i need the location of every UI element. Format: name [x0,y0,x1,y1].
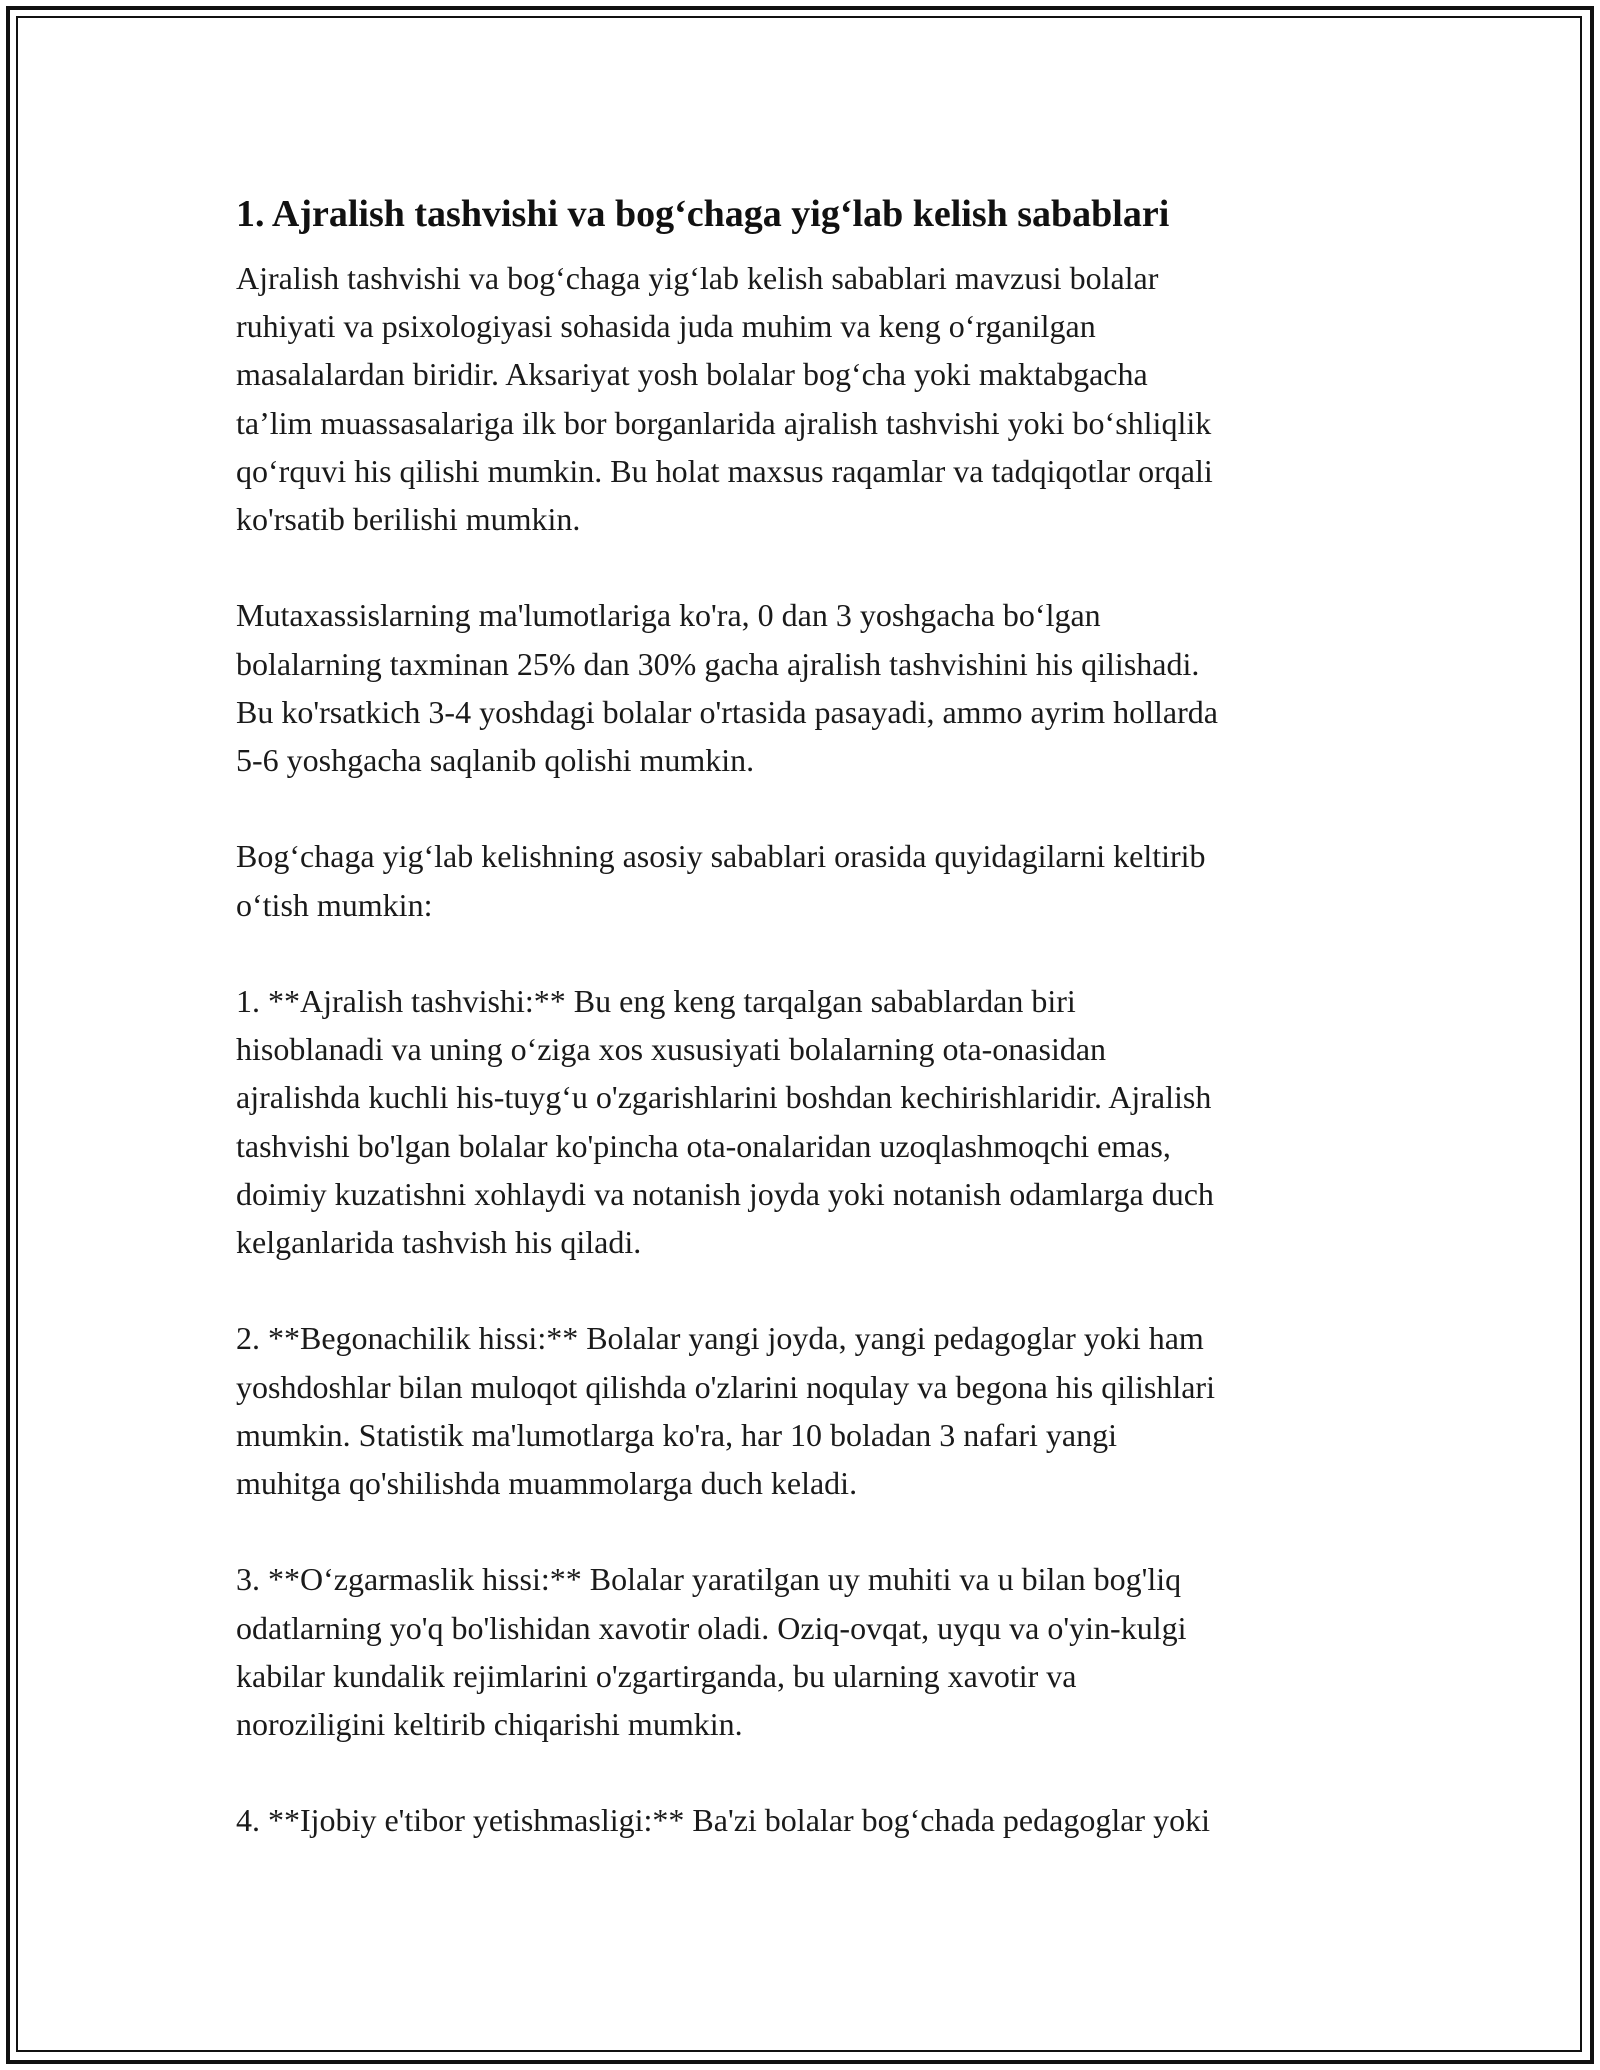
list-item-alienation: 2. **Begonachilik hissi:** Bolalar yangi joyda, yangi pedagoglar yoki ham yoshdoshlar bilan muloqot qilishda o'zlarini noqulay va begona his qilishlari mumkin. Statistik ma'lumotlarga ko'ra, har 10 boladan 3 nafari yangi muhitga qo'shilishda muammolarga duch keladi. [236,1320,1215,1502]
paragraph-causes-intro: Bog‘chaga yig‘lab kelishning asosiy sabablari orasida quyidagilarni keltirib o‘tish mumkin: [236,838,1206,923]
list-item-constancy: 3. **O‘zgarmaslik hissi:** Bolalar yaratilgan uy muhiti va u bilan bog'liq odatlarning yo'q bo'lishidan xavotir oladi. Oziq-ovqat, uyqu va o'yin-kulgi kabilar kundalik rejimlarini o'zgartirganda, bu ularning xavotir va noroziligini keltirib chiqarishi mumkin. [236,1561,1187,1743]
list-item-separation-anxiety: 1. **Ajralish tashvishi:** Bu eng keng tarqalgan sabablardan biri hisoblanadi va uning o‘ziga xos xususiyati bolalarning ota-onasidan ajralishda kuchli his-tuyg‘u o'zgarishlarini boshdan kechirishlaridir. Ajralish tashvishi bo'lgan bolalar ko'pincha ota-onalaridan uzoqlashmoqchi emas, doimiy kuzatishni xohlaydi va notanish joyda yoki notanish odamlarga duch kelganlarida tashvish his qiladi. [236,983,1214,1261]
paragraph-statistics: Mutaxassislarning ma'lumotlariga ko'ra, 0 dan 3 yoshgacha bo‘lgan bolalarning taxminan 25% dan 30% gacha ajralish tashvishini his qilishadi. Bu ko'rsatkich 3-4 yoshdagi bolalar o'rtasida pasayadi, ammo ayrim hollarda 5-6 yoshgacha saqlanib qolishi mumkin. [236,597,1218,779]
paragraph-intro: Ajralish tashvishi va bog‘chaga yig‘lab kelish sabablari mavzusi bolalar ruhiyati va psixologiyasi sohasida juda muhim va keng o‘rganilgan masalalardan biridir. Aksariyat yosh bolalar bog‘cha yoki maktabgacha ta’lim muassasalariga ilk bor borganlarida ajralish tashvishi yoki bo‘shliqlik qo‘rquvi his qilishi mumkin. Bu holat maxsus raqamlar va tadqiqotlar orqali ko'rsatib berilishi mumkin. [236,260,1213,538]
section-heading: 1. Ajralish tashvishi va bog‘chaga yig‘lab kelish sabablari [236,193,1170,235]
list-item-positive-attention: 4. **Ijobiy e'tibor yetishmasligi:** Ba'zi bolalar bog‘chada pedagoglar yoki [236,1802,1210,1839]
document-body [236,188,1386,1893]
